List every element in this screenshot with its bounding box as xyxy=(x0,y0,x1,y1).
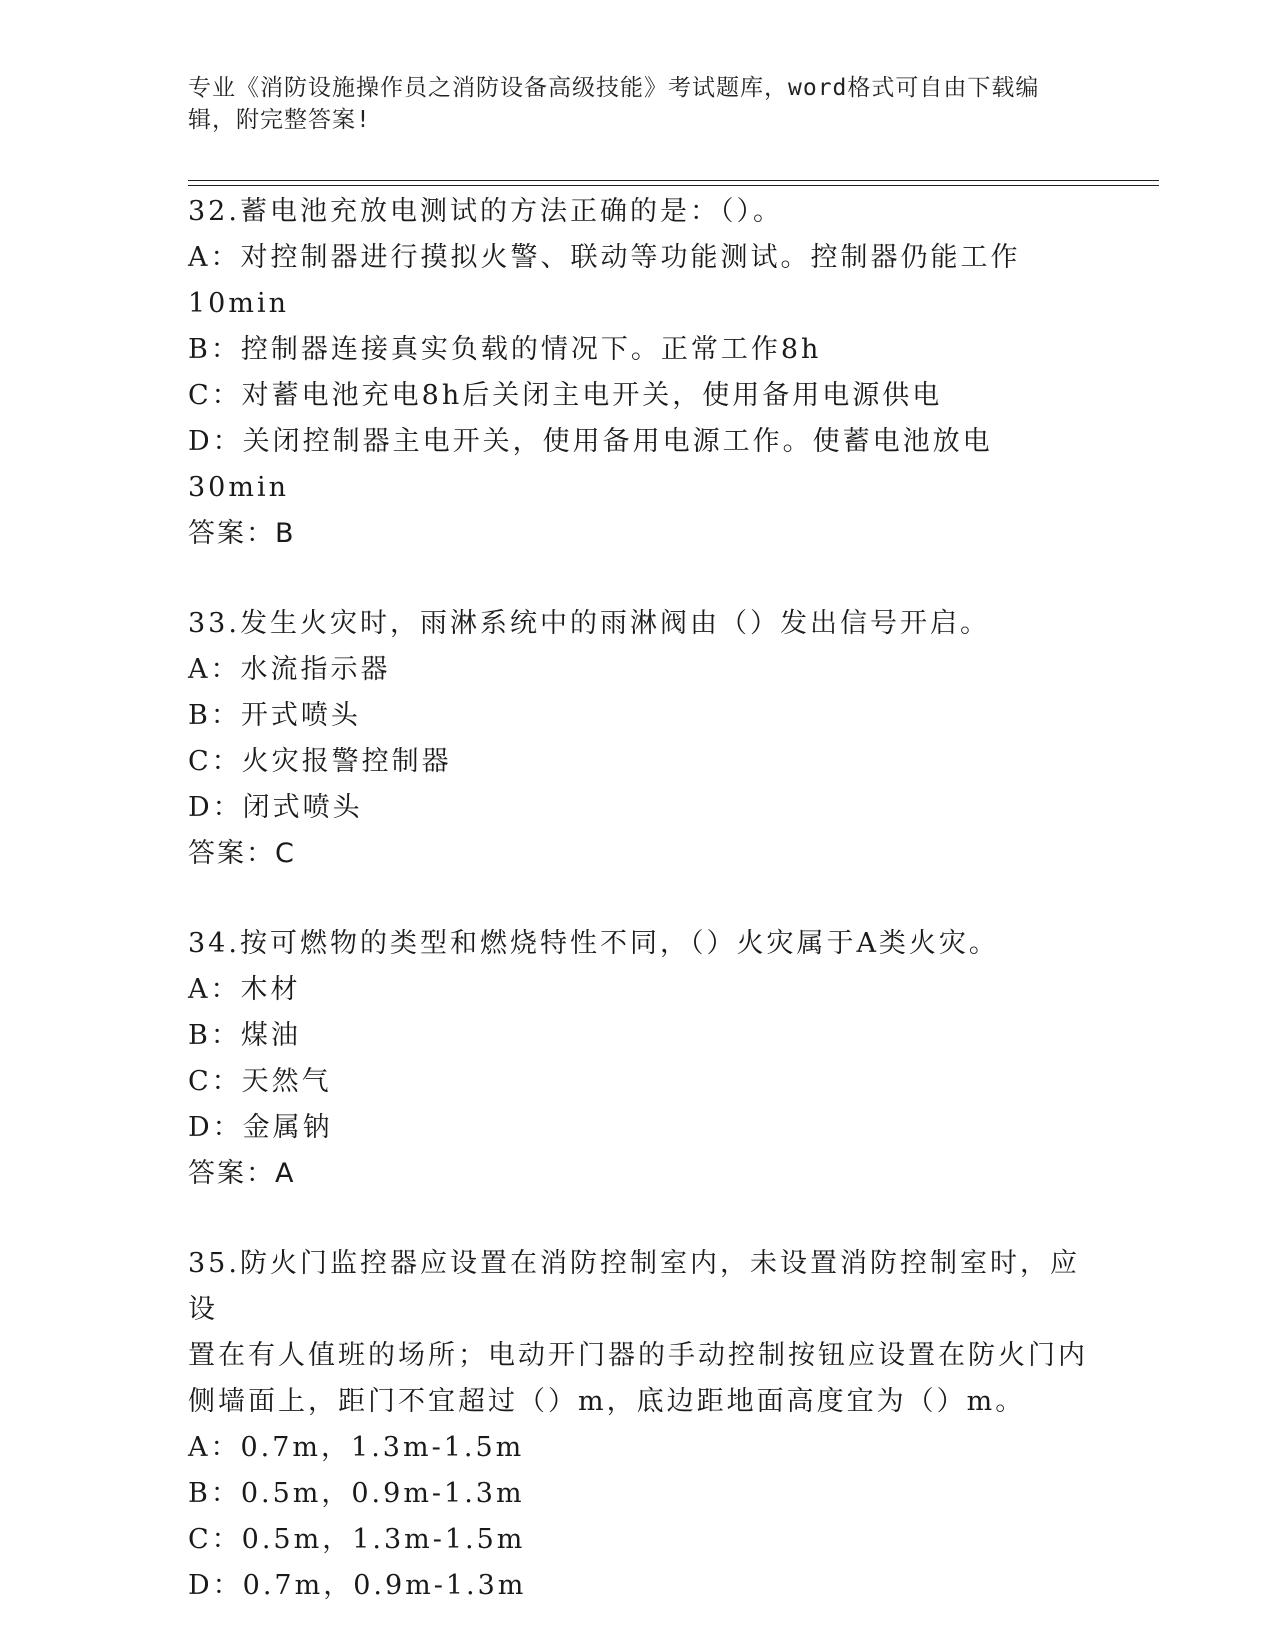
option-b: B：控制器连接真实负载的情况下。正常工作8h xyxy=(188,334,822,365)
option-c: C：天然气 xyxy=(188,1066,332,1097)
question-stem: 32.蓄电池充放电测试的方法正确的是：（）。 xyxy=(188,196,783,227)
question-34 xyxy=(188,921,1088,1197)
option-a: A：水流指示器 xyxy=(188,654,391,685)
option-b: B：0.5m，0.9m-1.3m xyxy=(188,1478,525,1509)
option-d: D：闭式喷头 xyxy=(188,792,363,823)
option-c: C：对蓄电池充电8h后关闭主电开关，使用备用电源供电 xyxy=(188,380,943,411)
question-spacer xyxy=(188,1197,1088,1241)
question-stem-line-3: 侧墙面上，距门不宜超过（）m，底边距地面高度宜为（）m。 xyxy=(188,1386,1026,1417)
question-spacer xyxy=(188,877,1088,921)
option-b: B：开式喷头 xyxy=(188,700,361,731)
question-stem: 34.按可燃物的类型和燃烧特性不同，（）火灾属于A类火灾。 xyxy=(188,928,999,959)
document-header xyxy=(188,72,1088,136)
question-stem-line-1: 35.防火门监控器应设置在消防控制室内，未设置消防控制室时，应设 xyxy=(188,1248,1080,1325)
option-c: C：0.5m，1.3m-1.5m xyxy=(188,1524,526,1555)
header-line-2: 辑，附完整答案! xyxy=(188,107,371,133)
option-a: A：0.7m，1.3m-1.5m xyxy=(188,1432,525,1463)
option-c: C：火灾报警控制器 xyxy=(188,746,452,777)
question-33 xyxy=(188,601,1088,877)
question-32 xyxy=(188,189,1088,557)
answer-line: 答案：A xyxy=(188,1158,296,1189)
option-d: D：0.7m，0.9m-1.3m xyxy=(188,1570,527,1601)
header-divider-top xyxy=(188,180,1159,181)
header-divider-bottom xyxy=(188,185,1159,186)
question-stem: 33.发生火灾时，雨淋系统中的雨淋阀由（）发出信号开启。 xyxy=(188,608,990,639)
option-d: D：关闭控制器主电开关，使用备用电源工作。使蓄电池放电30min xyxy=(188,426,993,503)
question-35 xyxy=(188,1241,1088,1609)
answer-line: 答案：B xyxy=(188,518,296,549)
question-stem-line-2: 置在有人值班的场所；电动开门器的手动控制按钮应设置在防火门内 xyxy=(188,1340,1088,1371)
header-line-1: 专业《消防设施操作员之消防设备高级技能》考试题库，word格式可自由下载编 xyxy=(188,75,1040,101)
answer-line: 答案：C xyxy=(188,838,296,869)
option-d: D：金属钠 xyxy=(188,1112,333,1143)
option-a: A：对控制器进行摸拟火警、联动等功能测试。控制器仍能工作10min xyxy=(188,242,1021,319)
option-b: B：煤油 xyxy=(188,1020,301,1051)
question-list xyxy=(188,189,1088,1609)
question-spacer xyxy=(188,557,1088,601)
option-a: A：木材 xyxy=(188,974,301,1005)
